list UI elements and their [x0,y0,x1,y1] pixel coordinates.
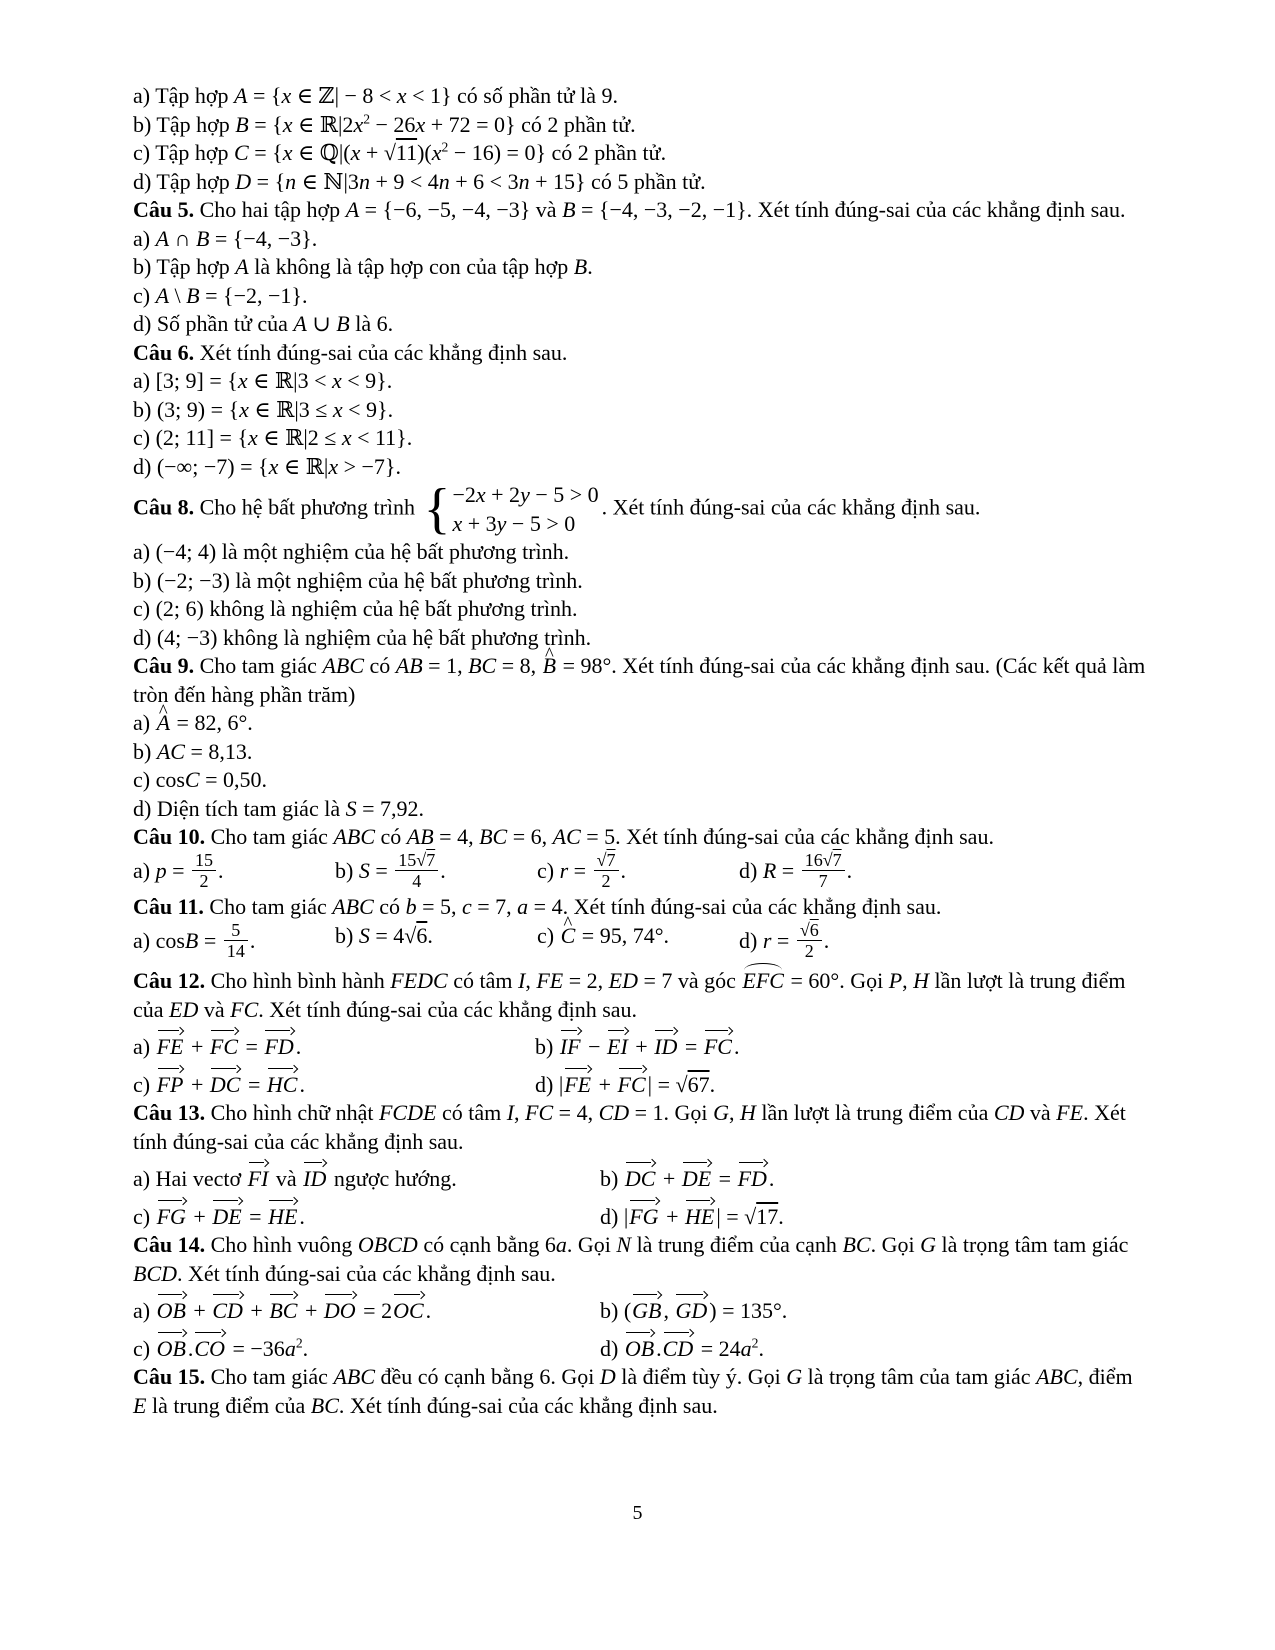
doc-line: a) FE + FC = FD. b) IF − EI + ID = FC. [133,1024,1147,1062]
page-number: 5 [632,1502,643,1524]
doc-line: a) (−4; 4) là một nghiệm của hệ bất phương trình. [133,539,570,565]
doc-line: Câu 12. Cho hình bình hành FEDC có tâm I, FE = 2, ED = 7 và góc EFC = 60°. Gọi P, H lần lượt là trung điểm của ED và FC. Xét tính đúng-sai của các khẳng định sau. [133,963,1147,1024]
doc-line: a) Hai vectơ FI và ID ngược hướng. b) DC + DE = FD. [133,1156,1147,1194]
doc-line: Câu 15. Cho tam giác ABC đều có cạnh bằng 6. Gọi D là điểm tùy ý. Gọi G là trọng tâm của tam giác ABC, điểm E là trung điểm của BC. Xét tính đúng-sai của các khẳng định sau. [133,1364,1133,1418]
doc-line: b) Tập hợp B = {x ∈ $ℝ|2x^2 - 26x + 72 = 0$} có 2 phần tử. [133,111,636,137]
doc-line: c) $OB.CO = -36a^2$. d) $OB.CD = 24a^2$. [133,1326,1147,1364]
doc-line: c) FP + DC = HC. d) |FE + FC| = √67. [133,1062,1147,1100]
doc-line: a) Tập hợp A = {x ∈ ℤ| − 8 < x < 1} có số phần tử là 9. [133,83,619,108]
doc-line: a) A ∩ B = {−4, −3}. [133,225,318,251]
doc-line: Câu 14. Cho hình vuông OBCD có cạnh bằng 6a. Gọi N là trung điểm của cạnh BC. Gọi G là trọng tâm tam giác BCD. Xét tính đúng-sai của các khẳng định sau. [133,1232,1129,1286]
doc-line: a) OB + CD + BC + DO = 2OC. b) (GB, GD) = 135°. [133,1288,1147,1326]
doc-line: Câu 5. Cho hai tập hợp A = {−6, −5, −4, −3} và B = {−4, −3, −2, −1}. Xét tính đúng-sai của các khẳng định sau. [133,197,1126,222]
doc-line: Câu 10. Cho tam giác ABC có AB = 4, BC = 6, AC = 5. Xét tính đúng-sai của các khẳng định sau. [133,824,994,850]
doc-line: a) A ^ = 82, 6°. [133,709,1147,738]
doc-line: a) cosB = $\frac{5}{14}$ . b) S = 4√6. c) C ^ = 95, 74°. d) r = $\frac{√6}{2}$ . [133,922,1147,963]
doc-line: b) Tập hợp A là không là tập hợp con của tập hợp B. [133,254,593,279]
doc-line: d) (4; −3) không là nghiệm của hệ bất phương trình. [133,624,592,650]
doc-line: b) (−2; −3) là một nghiệm của hệ bất phương trình. [133,567,583,593]
doc-line: Câu 8. Cho hệ bất phương trình { −2x + 2y − 5 > 0 x + 3y − 5 > 0 . Xét tính đúng-sai của các khẳng định sau. [133,478,981,541]
document-content [133,82,1147,1420]
doc-line: d) Tập hợp D = {n ∈ ℕ|3n + 9 < 4n + 6 < 3n + 15} có 5 phần tử. [133,168,706,194]
doc-line: c) FG + DE = HE. d) |FG + HE| = √17. [133,1194,1147,1232]
doc-line: d) Diện tích tam giác là S = 7,92. [133,795,425,821]
doc-line: Câu 11. Cho tam giác ABC có b = 5, c = 7, a = 4. Xét tính đúng-sai của các khẳng định sau. [133,894,942,920]
doc-line: Câu 6. Xét tính đúng-sai của các khẳng định sau. [133,339,568,365]
doc-line: d) (−∞; −7) = {x ∈ ℝ|x > −7}. [133,453,401,479]
doc-line: c) A \ B = {−2, −1}. [133,282,308,308]
doc-line: b) AC = 8,13. [133,738,253,764]
doc-line: c) (2; 11] = {x ∈ ℝ|2 ≤ x < 11}. [133,425,413,450]
doc-line: Câu 9. Cho tam giác ABC có AB = 1, BC = 8, B ^ = 98°. Xét tính đúng-sai của các khẳng định sau. (Các kết quả làm tròn đến hàng phần trăm) [133,652,1147,709]
doc-line: d) Số phần tử của A ∪ B là 6. [133,311,394,336]
doc-line: a) [3; 9] = {x ∈ ℝ|3 < x < 9}. [133,368,393,393]
doc-line: c) cosC = 0,50. [133,767,268,793]
doc-line: a) p = $\frac{15}{2}$ . b) S = $\frac{15√7}{4}$ . c) r = $\frac{√7}{2}$ . d) R = $\frac{16√7}{7}$ . [133,849,853,891]
doc-line: c) (2; 6) không là nghiệm của hệ bất phương trình. [133,596,578,622]
doc-line: b) (3; 9) = {x ∈ ℝ|3 ≤ x < 9}. [133,396,394,422]
doc-line: c) Tập hợp C = {x ∈ ℚ|(x + $√11)(x^2 - 16) = 0$} có 2 phần tử. [133,139,667,165]
doc-line: Câu 13. Cho hình chữ nhật FCDE có tâm I, FC = 4, CD = 1. Gọi G, H lần lượt là trung điểm của CD và FE. Xét tính đúng-sai của các khẳng định sau. [133,1100,1126,1154]
